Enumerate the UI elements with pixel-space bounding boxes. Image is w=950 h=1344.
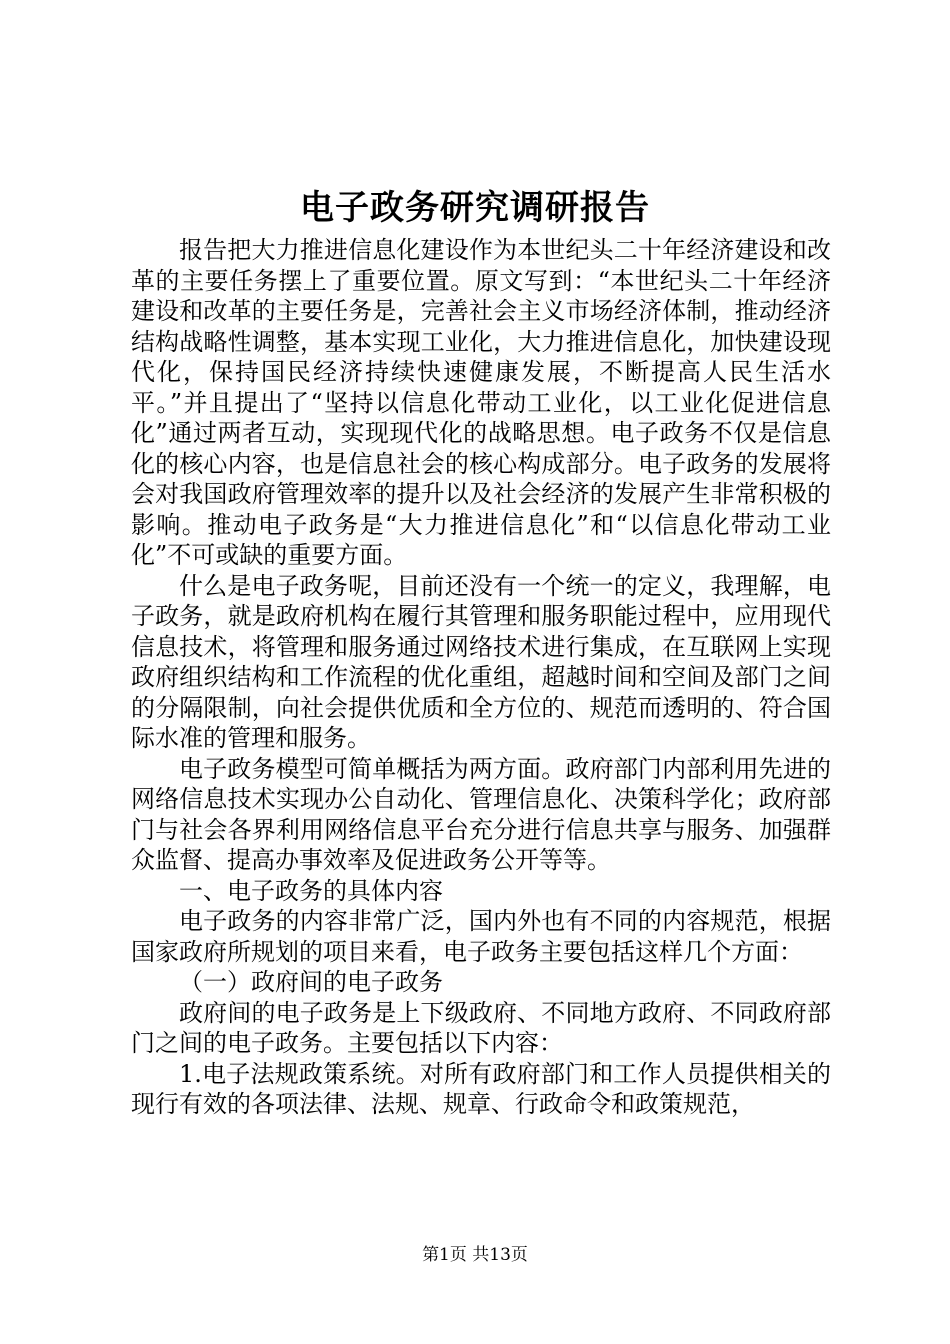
document-title: 电子政务研究调研报告	[300, 188, 650, 228]
paragraph-content-scope: 电子政务的内容非常广泛，国内外也有不同的内容规范，根据国家政府所规划的项目来看，电子政务主要包括这样几个方面：	[131, 907, 831, 966]
section-heading-content: 一、电子政务的具体内容	[179, 876, 443, 905]
paragraph-model: 电子政务模型可简单概括为两方面。政府部门内部利用先进的网络信息技术实现办公自动化、管理信息化、决策科学化；政府部门与社会各界利用网络信息平台充分进行信息共享与服务、加强群众监督、提高办事效率及促进政务公开等等。	[131, 754, 831, 874]
paragraph-item-1: 1.电子法规政策系统。对所有政府部门和工作人员提供相关的现行有效的各项法律、法规、规章、行政命令和政策规范，	[131, 1059, 831, 1118]
paragraph-definition: 什么是电子政务呢，目前还没有一个统一的定义，我理解，电子政务，就是政府机构在履行其管理和服务职能过程中，应用现代信息技术，将管理和服务通过网络技术进行集成，在互联网上实现政府组织结构和工作流程的优化重组，超越时间和空间及部门之间的分隔限制，向社会提供优质和全方位的、规范而透明的、符合国际水准的管理和服务。	[131, 571, 831, 752]
page-footer: 第1页 共13页	[422, 1245, 528, 1265]
subsection-heading-intergovernmental: （一）政府间的电子政务	[179, 968, 443, 996]
paragraph-intergovernmental: 政府间的电子政务是上下级政府、不同地方政府、不同政府部门之间的电子政务。主要包括以下内容：	[131, 998, 831, 1057]
document-body	[131, 235, 831, 1120]
paragraph-intro: 报告把大力推进信息化建设作为本世纪头二十年经济建设和改革的主要任务摆上了重要位置。原文写到：“本世纪头二十年经济建设和改革的主要任务是，完善社会主义市场经济体制，推动经济结构战略性调整，基本实现工业化，大力推进信息化，加快建设现代化，保持国民经济持续快速健康发展，不断提高人民生活水平。”并且提出了“坚持以信息化带动工业化，以工业化促进信息化”通过两者互动，实现现代化的战略思想。电子政务不仅是信息化的核心内容，也是信息社会的核心构成部分。电子政务的发展将会对我国政府管理效率的提升以及社会经济的发展产生非常积极的影响。推动电子政务是“大力推进信息化”和“以信息化带动工业化”不可或缺的重要方面。	[131, 236, 831, 569]
